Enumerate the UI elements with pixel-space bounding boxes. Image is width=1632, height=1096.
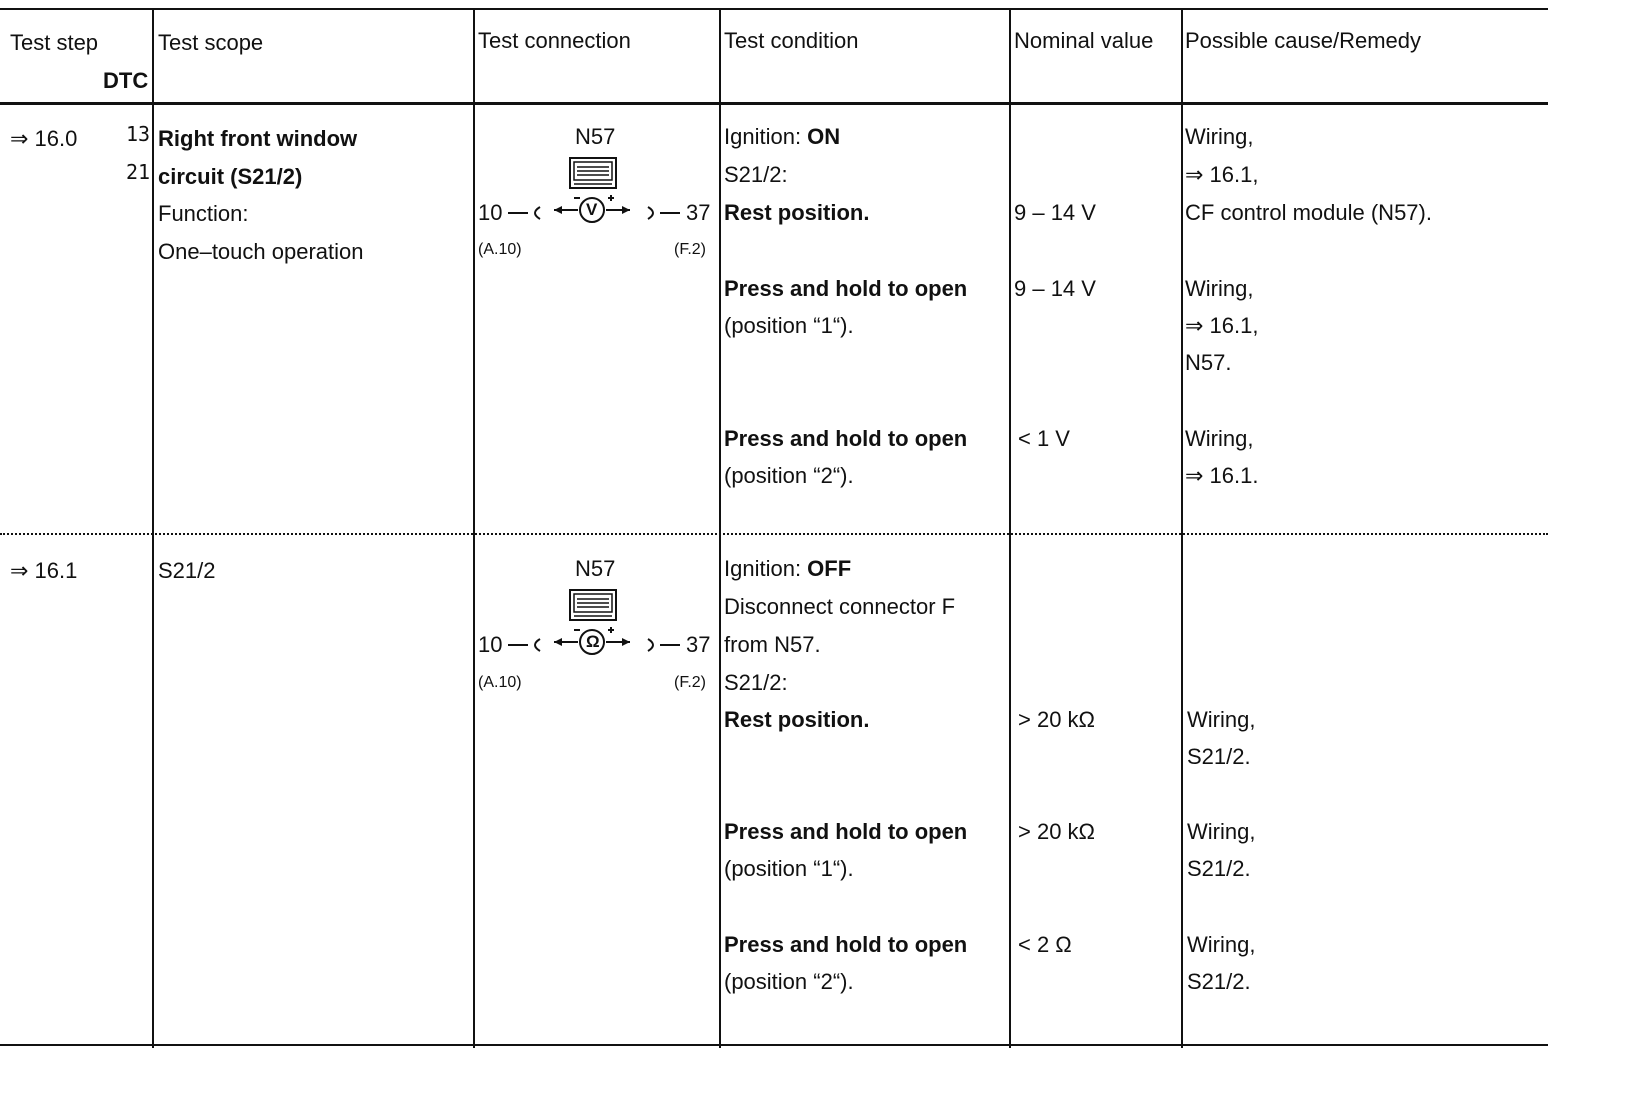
- scope-title-line1: Right front window: [158, 126, 358, 151]
- remedy-text: Wiring,: [1185, 124, 1254, 149]
- condition-ignition-state: OFF: [807, 556, 852, 581]
- remedy-text: Wiring,: [1185, 426, 1254, 451]
- pin-right-label: 37: [686, 200, 711, 225]
- nominal-value-pos1: > 20 kΩ: [1018, 819, 1095, 844]
- col-divider-scope: [152, 8, 154, 1048]
- pin-left-sub: (A.10): [478, 674, 522, 691]
- meter-symbol: V: [586, 200, 598, 219]
- remedy-text: S21/2.: [1187, 969, 1251, 994]
- condition-ignition-label: Ignition:: [724, 556, 808, 581]
- condition-position-2: (position “2“).: [724, 969, 854, 994]
- pin-right-sub: (F.2): [674, 674, 706, 691]
- col-divider-connection: [473, 8, 475, 1048]
- scope-title-line2: circuit (S21/2): [158, 164, 303, 189]
- pin-left-sub: (A.10): [478, 241, 522, 258]
- connector-right-icon: [642, 635, 682, 655]
- remedy-text: ⇒ 16.1.: [1185, 463, 1259, 488]
- header-test-condition: Test condition: [724, 28, 859, 53]
- condition-position-2: (position “2“).: [724, 463, 854, 488]
- nominal-value-rest: > 20 kΩ: [1018, 707, 1095, 732]
- condition-ignition-state: ON: [807, 124, 841, 149]
- condition-press-hold-2: Press and hold to open: [724, 426, 968, 451]
- test-step-16-1: ⇒ 16.1: [10, 558, 78, 583]
- condition-switch: S21/2:: [724, 162, 788, 187]
- module-label: N57: [575, 124, 616, 149]
- dtc-code-21: 21: [126, 160, 151, 184]
- nominal-value-pos1: 9 – 14 V: [1014, 276, 1096, 301]
- header-test-connection: Test connection: [478, 28, 631, 53]
- pin-right-sub: (F.2): [674, 241, 706, 258]
- remedy-text: ⇒ 16.1,: [1185, 162, 1259, 187]
- scope-component: S21/2: [158, 558, 216, 583]
- connector-right-icon: [642, 203, 682, 223]
- col-divider-nominal: [1009, 8, 1011, 1048]
- nominal-value-pos2: < 2 Ω: [1018, 932, 1072, 957]
- pin-right-label: 37: [686, 632, 711, 657]
- dtc-code-13: 13: [126, 122, 151, 146]
- remedy-text: S21/2.: [1187, 856, 1251, 881]
- pin-left-label: 10: [478, 200, 503, 225]
- top-rule: [0, 8, 1548, 10]
- meter-symbol: Ω: [586, 632, 600, 651]
- col-divider-condition: [719, 8, 721, 1048]
- remedy-text: ⇒ 16.1,: [1185, 313, 1259, 338]
- condition-ignition: [724, 124, 840, 150]
- condition-position-1: (position “1“).: [724, 856, 854, 881]
- remedy-text: CF control module (N57).: [1185, 200, 1432, 225]
- row-separator: [0, 533, 1548, 535]
- condition-press-hold-1: Press and hold to open: [724, 819, 968, 844]
- remedy-text: N57.: [1185, 350, 1232, 375]
- col-divider-remedy: [1181, 8, 1183, 1048]
- condition-rest-position: Rest position.: [724, 200, 870, 225]
- remedy-text: Wiring,: [1187, 932, 1256, 957]
- remedy-text: Wiring,: [1185, 276, 1254, 301]
- pin-left-label: 10: [478, 632, 503, 657]
- header-test-step: Test step: [10, 30, 99, 55]
- nominal-value-pos2: < 1 V: [1018, 426, 1070, 451]
- module-label: N57: [575, 556, 616, 581]
- bottom-rule: [0, 1044, 1548, 1046]
- scope-function-label: Function:: [158, 201, 249, 226]
- header-test-scope: Test scope: [158, 30, 264, 55]
- nominal-value-rest: 9 – 14 V: [1014, 200, 1096, 225]
- header-nominal-value: Nominal value: [1014, 28, 1154, 53]
- header-rule: [0, 102, 1548, 105]
- condition-disconnect-from: from N57.: [724, 632, 821, 657]
- condition-position-1: (position “1“).: [724, 313, 854, 338]
- condition-press-hold-2: Press and hold to open: [724, 932, 968, 957]
- scope-function-value: One–touch operation: [158, 239, 364, 264]
- module-icon: [569, 589, 617, 621]
- remedy-text: Wiring,: [1187, 819, 1256, 844]
- condition-ignition-label: Ignition:: [724, 124, 808, 149]
- remedy-text: S21/2.: [1187, 744, 1251, 769]
- test-step-16-0: ⇒ 16.0: [10, 126, 78, 151]
- connector-left-icon: [506, 635, 546, 655]
- condition-disconnect: Disconnect connector F: [724, 594, 956, 619]
- connector-left-icon: [506, 203, 546, 223]
- condition-press-hold-1: Press and hold to open: [724, 276, 968, 301]
- header-dtc: DTC: [103, 68, 149, 93]
- module-icon: [569, 157, 617, 189]
- remedy-text: Wiring,: [1187, 707, 1256, 732]
- header-possible-cause: Possible cause/Remedy: [1185, 28, 1422, 53]
- condition-switch: S21/2:: [724, 670, 788, 695]
- condition-rest-position: Rest position.: [724, 707, 870, 732]
- condition-ignition: [724, 556, 851, 582]
